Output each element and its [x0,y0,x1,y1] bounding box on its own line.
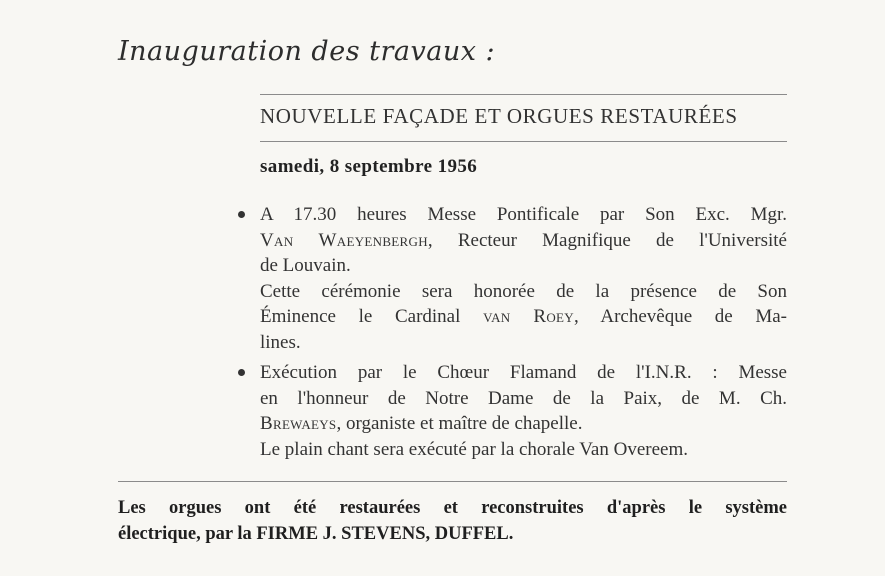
item1-line5-end: , Archevêque de Ma- [574,306,788,327]
item1-line2-rest: , Recteur Magnifique de l'Université [427,229,787,251]
brewaeys-name: Brewaeys [260,413,337,434]
footer-rule [118,481,787,482]
footer-line2: électrique, par la FIRME J. STEVENS, DUFFEL. [118,524,514,544]
event-date: samedi, 8 septembre 1956 [260,156,478,177]
footer-line1: Les orgues ont été restaurées et reconstruites d'après le système [118,498,787,518]
bullet-dot-2 [238,369,245,376]
bullet-dot-1 [238,211,245,218]
van-roey-name: van Roey [483,306,574,327]
item1-line5-start: Éminence le Cardinal [260,306,461,327]
item2-line2: en l'honneur de Notre Dame de la Paix, de M. Ch. [260,387,787,409]
program-item-2 [260,360,787,462]
item2-line4: Le plain chant sera exécuté par la chorale Van Overeem. [260,438,688,460]
van-waeyenbergh-name: Van Waeyenbergh [260,229,428,251]
item1-line6: lines. [260,331,301,353]
item2-line3 [260,411,787,437]
subtitle-top-rule [260,94,787,95]
footer-note [118,495,787,547]
item2-line1: Exécution par le Chœur Flamand de l'I.N.R. : Messe [260,362,787,383]
item1-line1: A 17.30 heures Messe Pontificale par Son Exc. Mgr. [260,204,787,225]
item1-line4: Cette cérémonie sera honorée de la présence de Son [260,280,787,302]
subtitle-bottom-rule [260,141,787,142]
item1-line3: de Louvain. [260,255,351,276]
item1-line2 [260,228,787,254]
item2-line3-rest: , organiste et maître de chapelle. [336,413,583,434]
inauguration-heading: Inauguration des travaux : [118,36,496,67]
item1-line5 [260,304,787,330]
subtitle: NOUVELLE FAÇADE ET ORGUES RESTAURÉES [260,104,738,128]
program-item-1 [260,202,787,355]
